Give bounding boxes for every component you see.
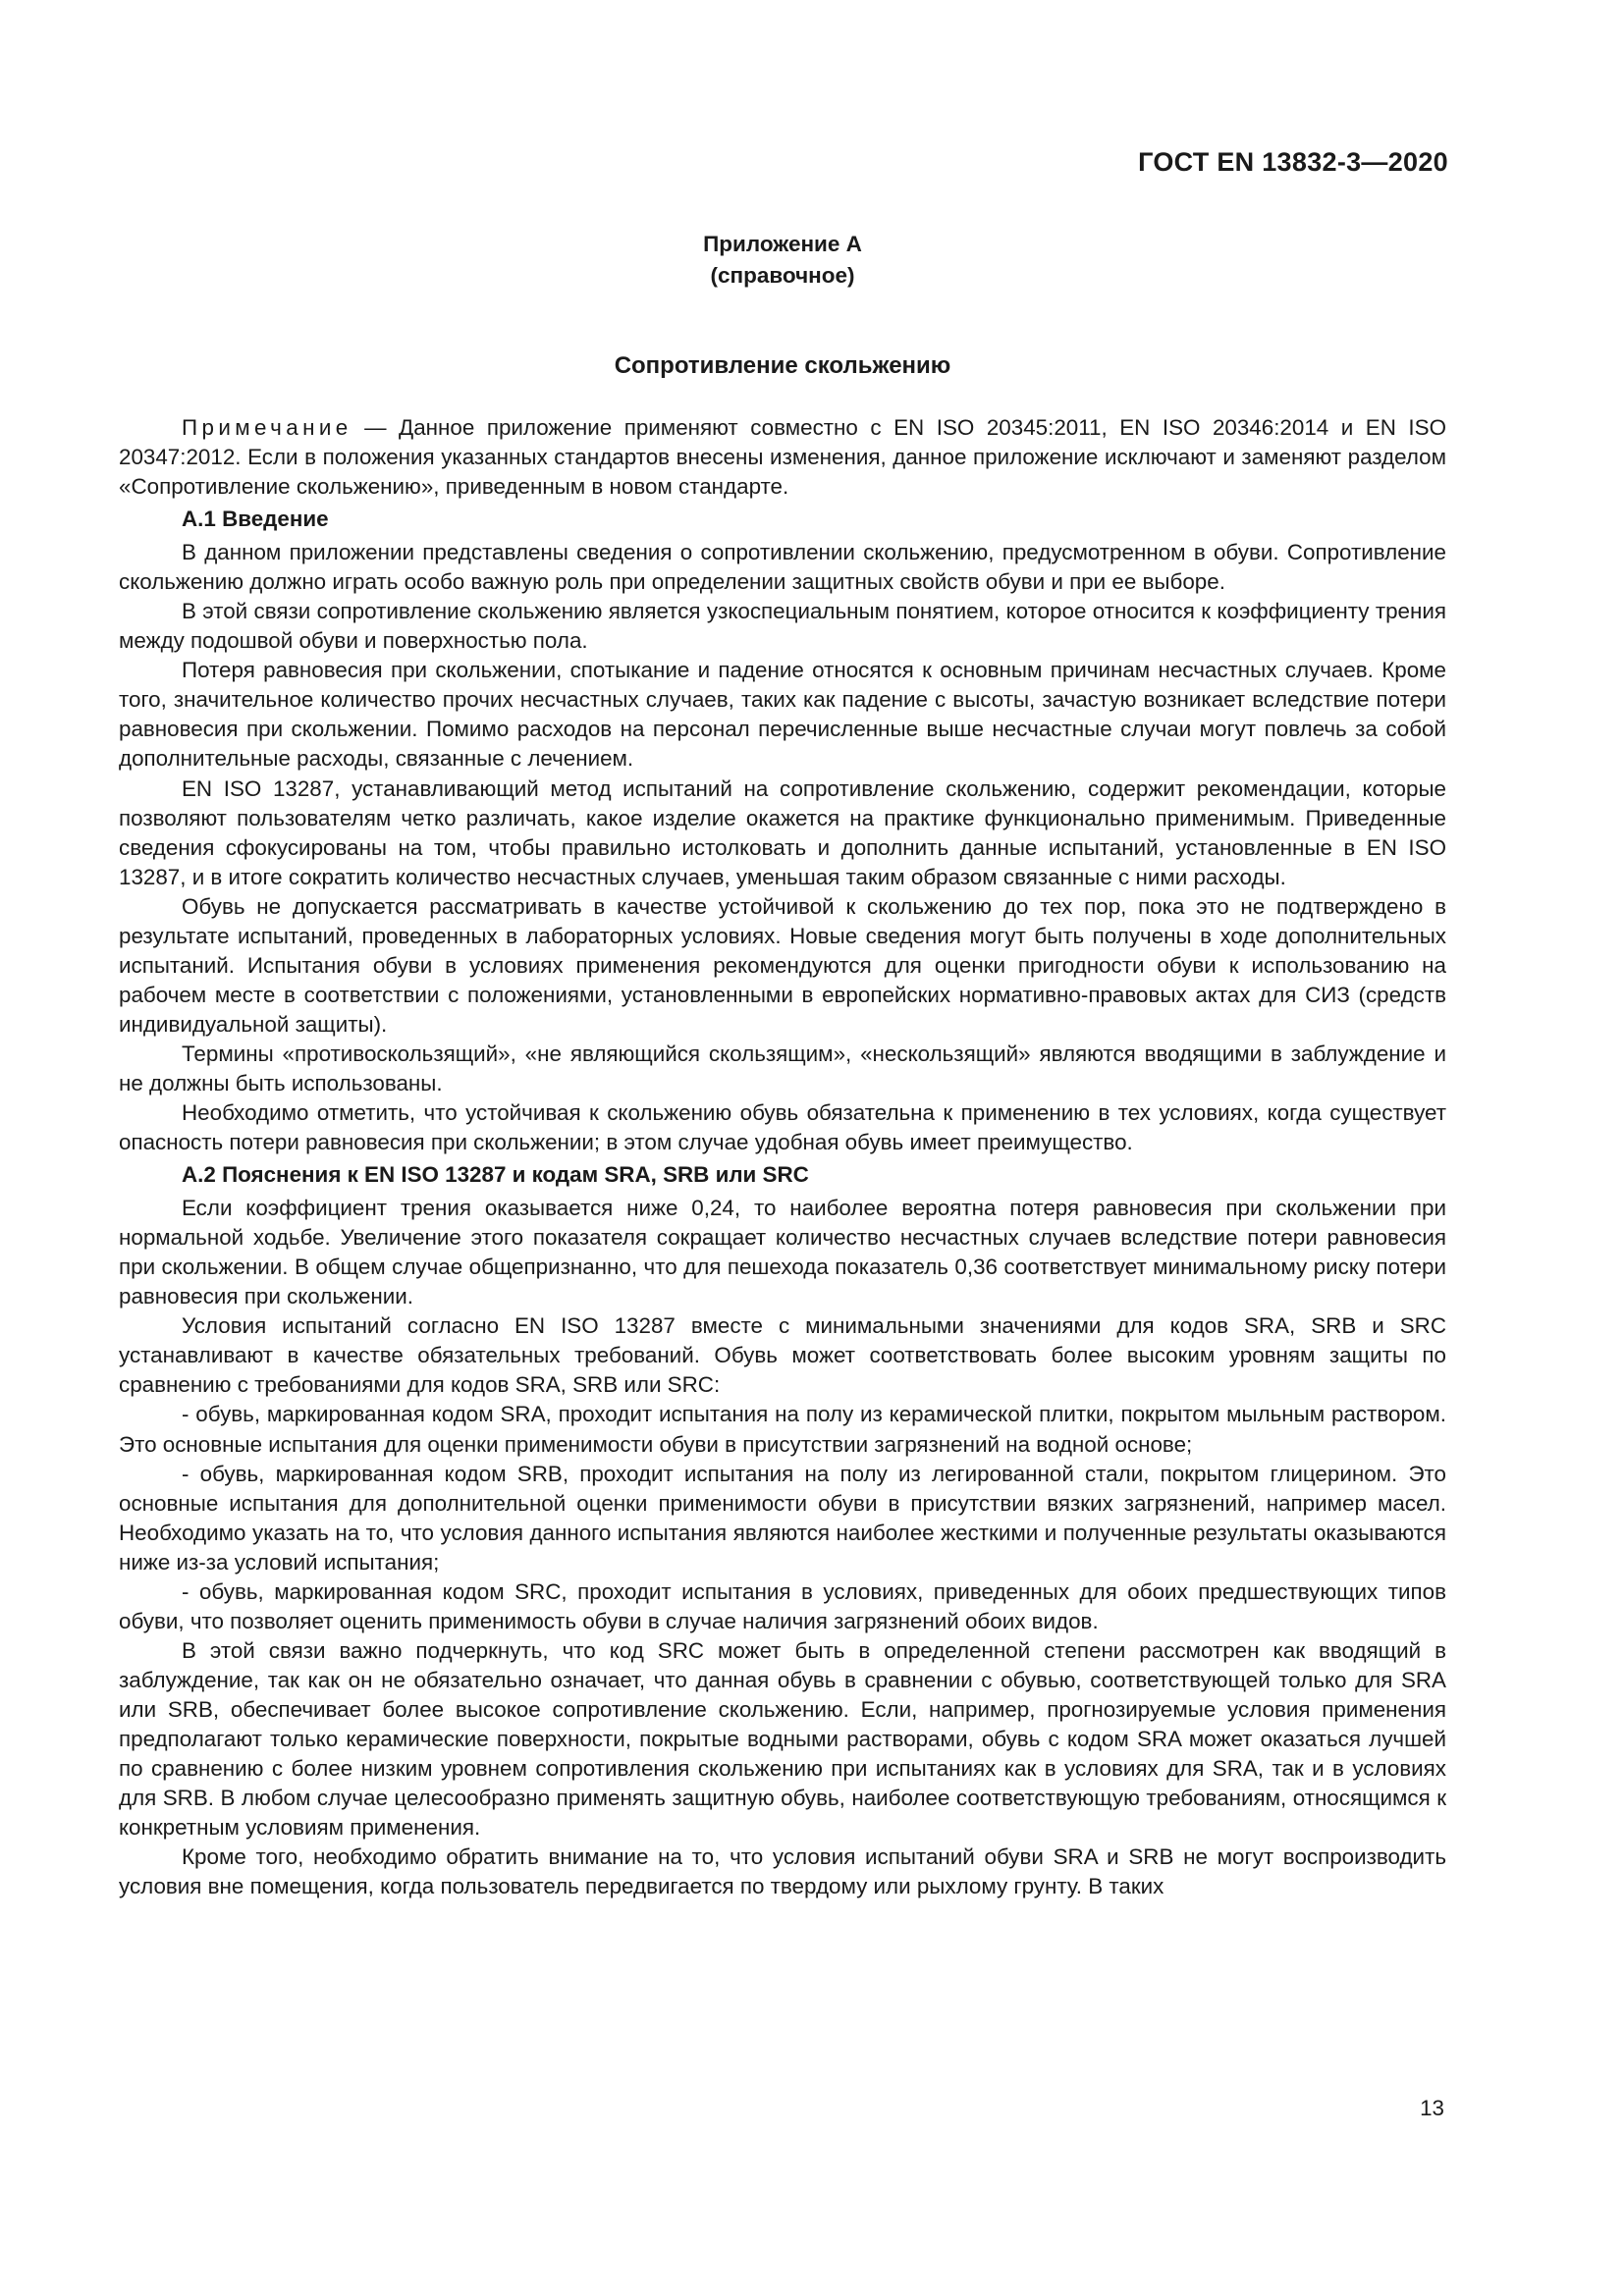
- paragraph: Необходимо отметить, что устойчивая к скольжению обувь обязательна к применению в тех условиях, когда существует опасность потери равновесия при скольжении; в этом случае удобная обувь имеет преимущество.: [119, 1100, 1446, 1155]
- paragraph: Обувь не допускается рассматривать в качестве устойчивой к скольжению до тех пор, пока это не подтверждено в результате испытаний, проведенных в лабораторных условиях. Новые сведения могут быть получены в ходе дополнительных испытаний. Испытания обуви в условиях применения рекомендуются для оценки пригодности обуви к использованию на рабочем месте в соответствии с положениями, установленными в европейских нормативно-правовых актах для СИЗ (средств индивидуальной защиты).: [119, 893, 1446, 1037]
- document-code: ГОСТ EN 13832-3—2020: [1138, 147, 1448, 177]
- section-a1-heading: А.1 Введение: [182, 507, 329, 532]
- paragraph: В этой связи сопротивление скольжению является узкоспециальным понятием, которое относится к коэффициенту трения между подошвой обуви и поверхностью пола.: [119, 599, 1446, 654]
- annex-heading: Сопротивление скольжению: [614, 352, 951, 379]
- paragraph: EN ISO 13287, устанавливающий метод испытаний на сопротивление скольжению, содержит рекомендации, которые позволяют пользователям четко различать, какое изделие окажется на практике функционально применимым. Приведенные сведения сфокусированы на том, чтобы правильно истолковать и дополнить данные испытаний, установленные в EN ISO 13287, и в итоге сократить количество несчастных случаев, уменьшая таким образом связанные с ними расходы.: [119, 775, 1446, 889]
- note-paragraph: [119, 413, 1446, 502]
- paragraph: В этой связи важно подчеркнуть, что код SRC может быть в определенной степени рассмотрен как вводящий в заблуждение, так как он не обязательно означает, что данная обувь в сравнении с обувью, соответствующей только для SRA или SRB, обеспечивает более высокое сопротивление скольжению. Если, например, прогнозируемые условия применения предполагают только керамические поверхности, покрытые водными растворами, обувь с кодом SRA может оказаться лучшей по сравнению с более низким уровнем сопротивления скольжению при испытаниях как в условиях для SRA, так и в условиях для SRB. В любом случае целесообразно применять защитную обувь, наиболее соответствующую требованиям, относящимся к конкретным условиям применения.: [119, 1637, 1446, 1841]
- paragraph: Потеря равновесия при скольжении, спотыкание и падение относятся к основным причинам несчастных случаев. Кроме того, значительное количество прочих несчастных случаев, таких как падение с высоты, зачастую возникает вследствие потери равновесия при скольжении. Помимо расходов на персонал перечисленные выше несчастные случаи могут повлечь за собой дополнительные расходы, связанные с лечением.: [119, 658, 1446, 772]
- paragraph: В данном приложении представлены сведения о сопротивлении скольжению, предусмотренном в обуви. Сопротивление скольжению должно играть особо важную роль при определении защитных свойств обуви и при ее выборе.: [119, 540, 1446, 595]
- document-body: [119, 413, 1446, 1901]
- paragraph: Условия испытаний согласно EN ISO 13287 вместе с минимальными значениями для кодов SRA, SRB и SRC устанавливают в качестве обязательных требований. Обувь может соответствовать более высоким уровням защиты по сравнению с требованиями для кодов SRA, SRB или SRC:: [119, 1313, 1446, 1398]
- section-a2-heading: А.2 Пояснения к EN ISO 13287 и кодам SRA, SRB или SRC: [182, 1162, 809, 1188]
- paragraph: Если коэффициент трения оказывается ниже 0,24, то наиболее вероятна потеря равновесия при скольжении при нормальной ходьбе. Увеличение этого показателя сокращает количество несчастных случаев вследствие потери равновесия при скольжении. В общем случае общепризнанно, что для пешехода показатель 0,36 соответствует минимальному риску потери равновесия при скольжении.: [119, 1196, 1446, 1309]
- annex-title: Приложение А: [703, 232, 862, 256]
- list-item: - обувь, маркированная кодом SRC, проходит испытания в условиях, приведенных для обоих предшествующих типов обуви, что позволяет оценить применимость обуви в случае наличия загрязнений обоих видов.: [119, 1578, 1446, 1633]
- list-item: - обувь, маркированная кодом SRA, проходит испытания на полу из керамической плитки, покрытом мыльным раствором. Это основные испытания для оценки применимости обуви в присутствии загрязнений на водной основе;: [119, 1402, 1446, 1457]
- annex-status: (справочное): [710, 263, 855, 288]
- page-number: 13: [1420, 2096, 1444, 2120]
- note-label: Примечание: [182, 415, 352, 440]
- list-item: - обувь, маркированная кодом SRB, проходит испытания на полу из легированной стали, покрытом глицерином. Это основные испытания для дополнительной оценки применимости обуви в присутствии вязких загрязнений, например масел. Необходимо указать на то, что условия данного испытания являются наиболее жесткими и полученные результаты оказываются ниже из-за условий испытания;: [119, 1461, 1446, 1575]
- note-text: — Данное приложение применяют совместно с EN ISO 20345:2011, EN ISO 20346:2014 и EN ISO 20347:2012. Если в положения указанных стандартов внесены изменения, данное приложение исключают и заменяют разделом «Сопротивление скольжению», приведенным в новом стандарте.: [119, 415, 1446, 500]
- paragraph: Термины «противоскользящий», «не являющийся скользящим», «нескользящий» являются вводящими в заблуждение и не должны быть использованы.: [119, 1041, 1446, 1095]
- paragraph: Кроме того, необходимо обратить внимание на то, что условия испытаний обуви SRA и SRB не могут воспроизводить условия вне помещения, когда пользователь передвигается по твердому или рыхлому грунту. В таких: [119, 1844, 1446, 1899]
